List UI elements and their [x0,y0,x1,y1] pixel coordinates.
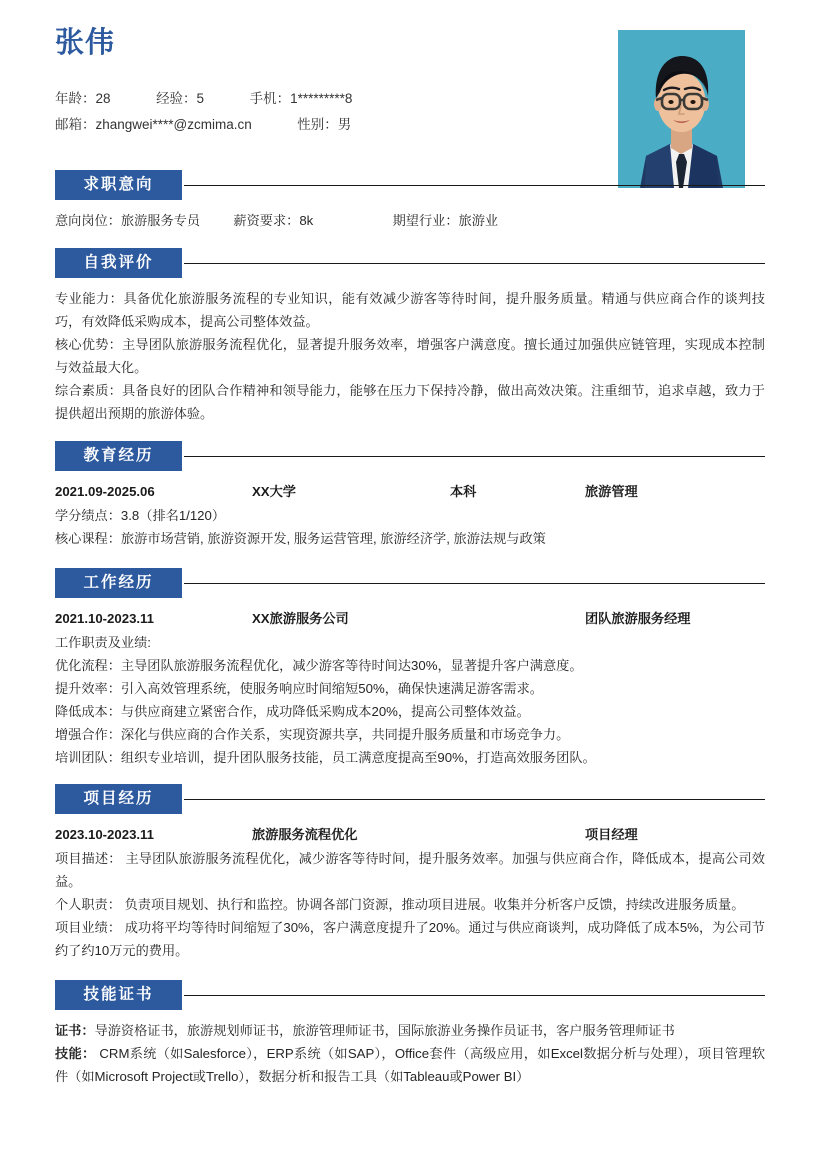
work-detail-line: 增强合作：深化与供应商的合作关系，实现资源共享，共同提升服务质量和市场竞争力。 [55,727,570,742]
education-details [55,504,765,550]
section-rule [184,456,765,457]
work-detail-line: 优化流程：主导团队旅游服务流程优化，减少游客等待时间达30%，显著提升客户满意度。 [55,658,583,673]
self-evaluation-paragraph: 综合素质：具备良好的团队合作精神和领导能力，能够在压力下保持冷静，做出高效决策。注重细节，追求卓越，致力于提供超出预期的旅游体验。 [55,383,765,421]
work-detail-line: 培训团队：组织专业培训，提升团队服务技能，员工满意度提高至90%，打造高效服务团队。 [55,750,596,765]
project-detail-line: 个人职责： 负责项目规划、执行和监控。协调各部门资源，推动项目进展。收集并分析客户反馈，持续改进服务质量。 [55,897,745,912]
section-title-education: 教育经历 [55,441,182,471]
section-rule [184,185,765,186]
age-field: 年龄：28 [55,90,111,106]
work-detail-line: 提升效率：引入高效管理系统，使服务响应时间缩短50%，确保快速满足游客需求。 [55,681,543,696]
avatar [618,30,745,188]
resume-header [0,0,820,170]
section-rule [184,799,765,800]
work-company: XX旅游服务公司 [252,611,349,626]
section-project-experience [0,784,820,962]
intent-industry: 期望行业：旅游业 [392,213,499,228]
work-date: 2021.10-2023.11 [55,611,155,626]
project-details [55,847,765,962]
phone-field: 手机：1*********8 [249,90,353,106]
section-title-work-experience: 工作经历 [55,568,182,598]
work-detail-line: 工作职责及业绩: [55,635,151,650]
education-school: XX大学 [252,484,296,499]
work-role: 团队旅游服务经理 [585,611,691,626]
project-detail-line: 项目描述： 主导团队旅游服务流程优化，减少游客等待时间，提升服务效率。加强与供应商合作，降低成本，提高公司效益。 [55,851,765,889]
section-title-job-intent: 求职意向 [55,170,182,200]
section-education [0,441,820,550]
project-detail-line: 项目业绩： 成功将平均等待时间缩短了30%，客户满意度提升了20%。通过与供应商谈判，成功降低了成本5%，为公司节约了约10万元的费用。 [55,920,765,958]
education-major: 旅游管理 [585,484,638,499]
education-entry-header [55,480,765,503]
intent-position: 意向岗位：旅游服务专员 [55,213,201,228]
project-date: 2023.10-2023.11 [55,827,155,842]
work-entry [55,607,765,769]
section-title-project-experience: 项目经历 [55,784,182,814]
work-entry-header [55,607,765,630]
certificate-line [55,1019,765,1042]
gender-field: 性别：男 [297,116,352,132]
self-evaluation-paragraph: 专业能力：具备优化旅游服务流程的专业知识，能有效减少游客等待时间，提升服务质量。精通与供应商合作的谈判技巧，有效降低采购成本，提高公司整体效益。 [55,291,765,329]
education-degree: 本科 [450,484,477,499]
section-rule [184,995,765,996]
project-name: 旅游服务流程优化 [252,827,358,842]
section-rule [184,583,765,584]
job-intent-row [55,209,765,233]
intent-salary: 薪资要求：8k [233,213,314,228]
section-header-job-intent [55,170,765,200]
section-rule [184,263,765,264]
certificate-label: 证书： [55,1023,95,1038]
skills-label: 技能： [55,1046,96,1061]
skills-value: CRM系统（如Salesforce），ERP系统（如SAP），Office套件（高级应用，如Excel数据分析与处理），项目管理软件（如Microsoft Project或Trello），数据分析和报告工具（如Tableau或Power BI） [55,1046,766,1084]
section-work-experience [0,568,820,769]
section-header-self-evaluation [55,248,765,278]
profile-photo-icon [618,30,745,188]
project-entry-header [55,823,765,846]
section-header-skills-certificates [55,980,765,1010]
section-header-education [55,441,765,471]
certificate-value: 导游资格证书，旅游规划师证书，旅游管理师证书，国际旅游业务操作员证书，客户服务管理师证书 [94,1023,675,1038]
email-field: 邮箱：zhangwei****@zcmima.cn [55,116,252,132]
section-skills-certificates [0,980,820,1088]
page-title: 张伟 [55,27,116,59]
section-job-intent [0,170,820,233]
section-header-work-experience [55,568,765,598]
section-title-skills-certificates: 技能证书 [55,980,182,1010]
experience-field: 经验：5 [156,90,205,106]
skills-body [55,1019,765,1088]
section-self-evaluation [0,248,820,425]
education-date: 2021.09-2025.06 [55,484,155,499]
section-title-self-evaluation: 自我评价 [55,248,182,278]
self-evaluation-body [55,287,765,425]
education-detail-line: 学分绩点：3.8（排名1/120） [55,508,226,523]
section-header-project-experience [55,784,765,814]
education-entry [55,480,765,550]
skills-line [55,1042,765,1088]
self-evaluation-paragraph: 核心优势：主导团队旅游服务流程优化，显著提升服务效率，增强客户满意度。擅长通过加强供应链管理，实现成本控制与效益最大化。 [55,337,765,375]
work-details [55,631,765,769]
project-entry [55,823,765,962]
work-detail-line: 降低成本：与供应商建立紧密合作，成功降低采购成本20%，提高公司整体效益。 [55,704,530,719]
project-role: 项目经理 [585,827,638,842]
education-detail-line: 核心课程：旅游市场营销, 旅游资源开发, 服务运营管理, 旅游经济学, 旅游法规与政策 [55,531,546,546]
